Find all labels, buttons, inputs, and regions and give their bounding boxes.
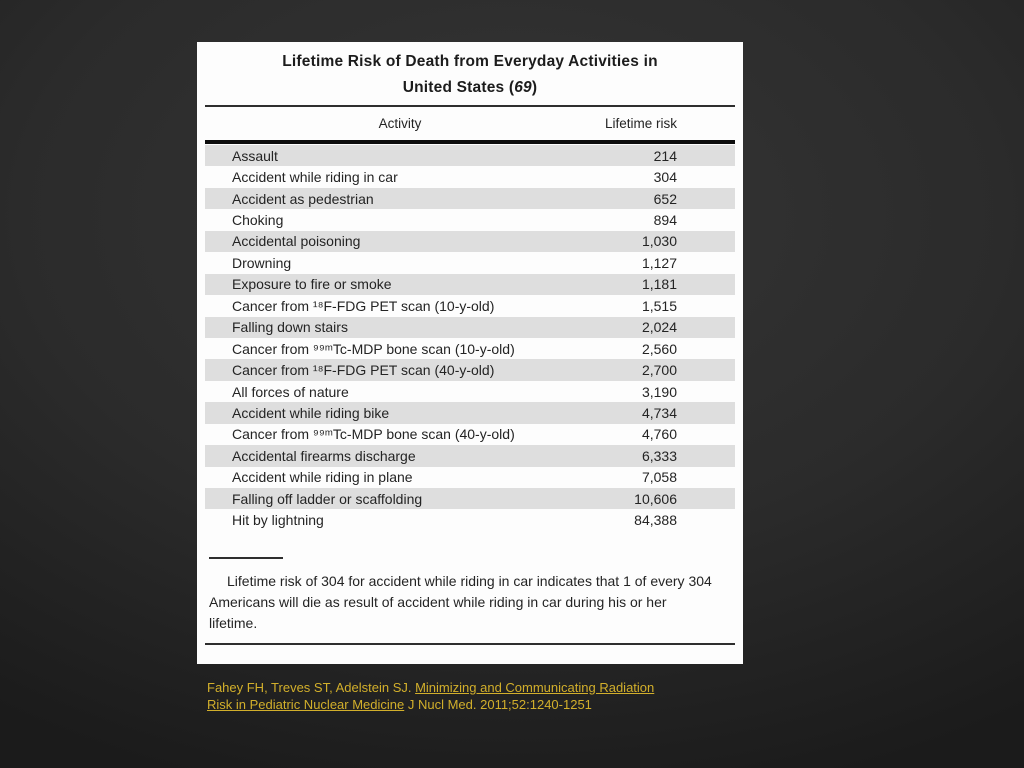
- activity-cell: Accidental firearms discharge: [232, 447, 416, 464]
- table-row: [205, 424, 735, 445]
- table-rows: [205, 145, 735, 531]
- citation-authors: Fahey FH, Treves ST, Adelstein SJ.: [207, 680, 416, 695]
- table-figure-image: [197, 42, 743, 664]
- risk-cell: 304: [653, 169, 677, 186]
- risk-cell: 2,560: [641, 340, 677, 357]
- column-header-lifetime-risk: Lifetime risk: [604, 116, 677, 131]
- table-bottom-rule: [205, 643, 735, 645]
- risk-cell: 2,024: [641, 319, 677, 336]
- table-row: [205, 188, 735, 209]
- risk-cell: 1,181: [641, 276, 677, 293]
- citation: [207, 680, 767, 713]
- activity-cell: Cancer from ⁹⁹ᵐTc-MDP bone scan (10-y-old): [232, 340, 515, 357]
- activity-cell: Falling off ladder or scaffolding: [232, 490, 423, 507]
- activity-cell: Cancer from ¹⁸F-FDG PET scan (40-y-old): [232, 362, 495, 379]
- activity-cell: Drowning: [232, 254, 292, 271]
- table-title: [197, 49, 743, 101]
- activity-cell: Cancer from ¹⁸F-FDG PET scan (10-y-old): [232, 297, 495, 314]
- risk-cell: 894: [653, 212, 677, 229]
- risk-cell: 1,127: [641, 254, 677, 271]
- activity-cell: Accidental poisoning: [232, 233, 361, 250]
- table-header-row: [205, 107, 735, 140]
- activity-cell: Exposure to fire or smoke: [232, 276, 392, 293]
- header-divider-bar: [205, 140, 735, 144]
- table-row: [205, 338, 735, 359]
- risk-cell: 1,515: [641, 297, 677, 314]
- activity-cell: Accident while riding in car: [232, 169, 398, 186]
- table-title-line2-prefix: United States (: [402, 79, 515, 96]
- citation-journal-info: J Nucl Med. 2011;52:1240-1251: [404, 696, 592, 712]
- activity-cell: Choking: [232, 212, 284, 229]
- risk-cell: 10,606: [634, 490, 677, 507]
- table-title-line2-suffix: ): [531, 79, 538, 96]
- table-row: [205, 445, 735, 466]
- risk-cell: 4,734: [641, 404, 677, 421]
- table-row: [205, 274, 735, 295]
- column-header-activity: Activity: [378, 116, 422, 131]
- footnote-separator-rule: [209, 557, 283, 559]
- activity-cell: Accident as pedestrian: [232, 190, 374, 207]
- table-row: [205, 381, 735, 402]
- table-title-reference-number: 69: [514, 79, 532, 96]
- table-row: [205, 145, 735, 166]
- table-row: [205, 231, 735, 252]
- activity-cell: All forces of nature: [232, 383, 349, 400]
- table-row: [205, 166, 735, 187]
- risk-cell: 84,388: [634, 512, 677, 529]
- table-row: [205, 295, 735, 316]
- risk-cell: 7,058: [641, 469, 677, 486]
- table-row: [205, 317, 735, 338]
- risk-cell: 214: [653, 147, 677, 164]
- table-footnote: Lifetime risk of 304 for accident while riding in car indicates that 1 of every 304 Americans will die as result of accident while riding in car during his or her lifetime.: [209, 572, 712, 631]
- activity-cell: Cancer from ⁹⁹ᵐTc-MDP bone scan (40-y-old): [232, 426, 515, 443]
- activity-cell: Accident while riding bike: [232, 404, 390, 421]
- table-row: [205, 402, 735, 423]
- activity-cell: Assault: [232, 147, 278, 164]
- citation-link-line2[interactable]: Risk in Pediatric Nuclear Medicine: [207, 696, 405, 712]
- risk-cell: 3,190: [641, 383, 677, 400]
- risk-cell: 6,333: [641, 447, 677, 464]
- table-row: [205, 467, 735, 488]
- table-row: [205, 359, 735, 380]
- table-row: [205, 509, 735, 530]
- activity-cell: Hit by lightning: [232, 512, 324, 529]
- activity-cell: Accident while riding in plane: [232, 469, 413, 486]
- activity-cell: Falling down stairs: [232, 319, 348, 336]
- risk-cell: 4,760: [641, 426, 677, 443]
- table-row: [205, 252, 735, 273]
- table-row: [205, 488, 735, 509]
- table-row: [205, 209, 735, 230]
- risk-cell: 2,700: [641, 362, 677, 379]
- risk-cell: 1,030: [641, 233, 677, 250]
- risk-cell: 652: [653, 190, 677, 207]
- table-title-line1: Lifetime Risk of Death from Everyday Activities in: [282, 53, 658, 70]
- citation-link-line1[interactable]: Minimizing and Communicating Radiation: [415, 680, 655, 695]
